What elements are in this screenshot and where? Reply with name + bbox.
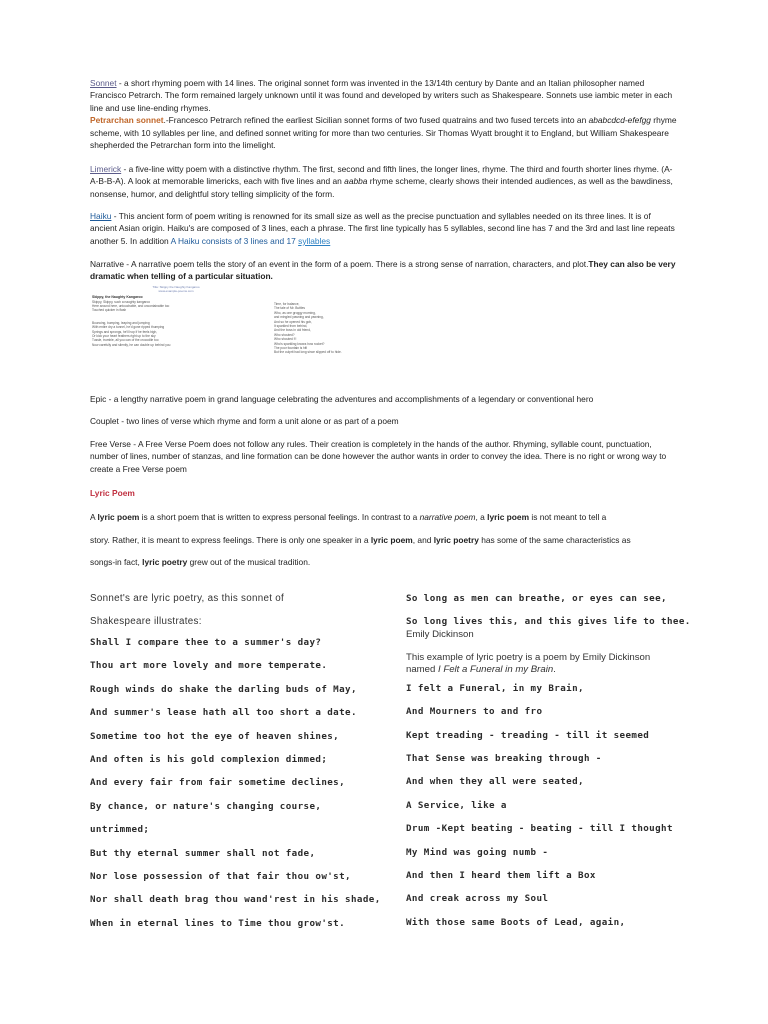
image-poem-line: Now carefully and silently, he can double up behind you bbox=[92, 342, 171, 347]
right-column bbox=[406, 587, 706, 934]
verse-line: Nor shall death brag thou wand'rest in his shade, bbox=[90, 894, 381, 906]
image-header-line: www.example-poems.com bbox=[158, 289, 194, 293]
image-poem-line: Skippy, Skippy, such a naughty kangaroo bbox=[92, 299, 150, 304]
narrative-text: Narrative - A narrative poem tells the story of an event in the form of a poem. There is a strong sense of narration, characters, and plot. bbox=[90, 259, 589, 269]
lyric-text: story. Rather, it is meant to express feelings. There is only one speaker in a bbox=[90, 534, 371, 545]
free-verse-paragraph: Free Verse - A Free Verse Poem does not follow any rules. Their creation is completely in the hands of the author. Rhyming, syllable count, punctuation, number of lines, number of stanzas, and line formation can be done however the author wants in order to convey the idea. There is no right or wrong way to create a Free Verse poem bbox=[90, 439, 667, 474]
verse-line: So long as men can breathe, or eyes can see, bbox=[406, 593, 667, 604]
image-poem-line: With entire dry a tunnel, he'd gone ripped thumping bbox=[92, 325, 165, 330]
image-poem-line: Bouncing, bumping, leaping and jumping bbox=[92, 320, 150, 325]
verse-line: And every fair from fair sometime declines, bbox=[90, 777, 346, 789]
sonnet-intro-line: Shakespeare illustrates: bbox=[90, 616, 202, 627]
verse-line: Kept treading - treading - till it seemed bbox=[406, 729, 650, 741]
image-poem-line: Who, as one groggy morning, bbox=[274, 310, 316, 315]
lyric-term: lyric poetry bbox=[433, 534, 479, 545]
verse-line: With those same Boots of Lead, again, bbox=[406, 916, 626, 928]
lyric-term: lyric poem bbox=[370, 534, 413, 545]
verse-line: By chance, or nature's changing course, bbox=[90, 800, 322, 812]
lyric-text: has some of the same characteristics as bbox=[478, 534, 631, 545]
verse-line: Sometime too hot the eye of heaven shines, bbox=[90, 730, 340, 742]
dickinson-intro bbox=[406, 652, 656, 676]
verse-line: When in eternal lines to Time thou grow'st. bbox=[90, 917, 346, 929]
syllables-link[interactable]: syllables bbox=[298, 235, 331, 246]
haiku-text: - This ancient form of poem writing is renowned for its small size as well as the precise punctuation and syllables needed on its three lines. It is of ancient Asian origin. Haiku's are composed of 3 lines, each a phrase. The first line typically has 5 syllables, second line has 7 and the 3rd and last line repeats another 5. In addition bbox=[90, 211, 675, 246]
verse-line: And Mourners to and fro bbox=[406, 706, 543, 718]
lyric-term: lyric poem bbox=[487, 512, 530, 522]
epic-paragraph: Epic - a lengthy narrative poem in grand language celebrating the adventures and accomplishments of a legendary or conventional hero bbox=[90, 394, 594, 404]
verse-line: I felt a Funeral, in my Brain, bbox=[406, 682, 584, 694]
limerick-paragraph bbox=[90, 163, 680, 200]
sonnet-paragraph bbox=[90, 77, 680, 151]
image-poem-line: Time, for balance, bbox=[274, 302, 300, 306]
haiku-paragraph bbox=[90, 210, 680, 247]
verse-line: Thou art more lovely and more temperate. bbox=[90, 660, 328, 672]
image-poem-line: Who's sparkling knows how rocket? bbox=[274, 341, 325, 346]
lyric-text: songs-in fact, bbox=[90, 557, 143, 567]
haiku-highlight: A Haiku consists of 3 lines and 17 bbox=[170, 235, 299, 246]
verse-line: And summer's lease hath all too short a date. bbox=[90, 707, 357, 719]
image-poem-line: But the culprit had long since slipped off to hide. bbox=[274, 350, 342, 355]
limerick-text-a: - a five-line witty poem with a distinctive rhythm. The first, second and fifth lines, the longer lines, rhyme. The third and fourth shorter lines rhyme. (A-A-B-B-A). A look at memorable limericks, each with five lines and an bbox=[90, 164, 673, 187]
petrarchan-text-b: rhyme scheme, with 10 syllables per line, and defined sonnet writing for more than two centuries. Sir Thomas Wyatt brought it to England, but William Shakespeare shepherded the Petrarchan form into the limelight. bbox=[90, 115, 677, 151]
petrarchan-term: Petrarchan sonnet bbox=[90, 115, 164, 126]
limerick-term-link[interactable]: Limerick bbox=[90, 164, 122, 174]
lyric-text: , and bbox=[412, 534, 434, 545]
image-poem-line bbox=[92, 313, 260, 321]
lyric-text: A bbox=[90, 512, 98, 522]
verse-line: A Service, like a bbox=[406, 799, 507, 811]
verse-line: My Mind was going numb - bbox=[406, 846, 549, 858]
lyric-term: narrative poem bbox=[419, 512, 476, 522]
lyric-poem-heading: Lyric Poem bbox=[90, 488, 135, 498]
image-poem-line: Who shouted !!! bbox=[274, 337, 297, 342]
haiku-term-link[interactable]: Haiku bbox=[90, 211, 112, 221]
image-poem-line: The tale of Mr. Buttles bbox=[274, 306, 306, 311]
image-poem-line: Touched quicker in flash bbox=[92, 308, 127, 313]
petrarchan-scheme: ababcdcd-efefgg bbox=[588, 115, 651, 126]
lyric-text: is a short poem that is written to express personal feelings. In contrast to a bbox=[139, 512, 420, 522]
verse-line: So long lives this, and this gives life to thee. bbox=[406, 616, 691, 628]
image-poem-line: and mingled yawning and yawning, bbox=[274, 315, 324, 320]
dickinson-intro-text: This example of lyric poetry is a poem by Emily Dickinson named bbox=[406, 651, 651, 675]
poem-title: I Felt a Funeral in my Brain bbox=[438, 663, 554, 675]
verse-line: And creak across my Soul bbox=[406, 893, 549, 905]
couplet-paragraph: Couplet - two lines of verse which rhyme and form a unit alone or as part of a poem bbox=[90, 416, 399, 426]
verse-line: And then I heard them lift a Box bbox=[406, 870, 596, 882]
image-poem-line: And so he opened his gob, bbox=[274, 319, 312, 324]
image-poem-line: Or kick your heart feathers right up to the sky bbox=[92, 334, 156, 339]
lyric-text: is not meant to tell a bbox=[529, 512, 607, 522]
image-poem-title: Skippy, the Naughty Kangaroo bbox=[92, 295, 143, 299]
verse-line: Nor lose possession of that fair thou ow'st, bbox=[90, 871, 351, 883]
lyric-text: , a bbox=[475, 512, 488, 522]
left-column bbox=[90, 587, 390, 935]
image-poem-line: Who shouted? bbox=[274, 332, 295, 337]
image-header-line: Title: Skippy the Naughty Kangaroo bbox=[152, 285, 200, 289]
lyric-term: lyric poem bbox=[97, 512, 140, 522]
image-poem-line: And the boss in old friend, bbox=[274, 328, 311, 333]
image-poem-line: Tussle, trumble, all you can of the crocodile too bbox=[92, 338, 159, 343]
verse-line: Rough winds do shake the darling buds of May, bbox=[90, 683, 357, 695]
image-poem-line: Springs and sprongs, he'll hop if he feels high, bbox=[92, 329, 158, 334]
poet-name: Emily Dickinson bbox=[406, 628, 474, 640]
narrative-example-image-right bbox=[274, 302, 404, 357]
verse-line: That Sense was breaking through - bbox=[406, 753, 602, 765]
narrative-paragraph bbox=[90, 258, 680, 283]
limerick-scheme: aabba bbox=[344, 176, 368, 187]
lyric-text: grew out of the musical tradition. bbox=[187, 557, 311, 567]
lyric-term: lyric poetry bbox=[142, 557, 188, 567]
verse-line: But thy eternal summer shall not fade, bbox=[90, 847, 316, 859]
verse-line: And often is his gold complexion dimmed; bbox=[90, 754, 328, 766]
petrarchan-text-a: .-Francesco Petrarch refined the earliest Sicilian sonnet forms of two fused quatrains and two fused tercets into an bbox=[163, 115, 589, 126]
lyric-paragraph bbox=[90, 506, 680, 574]
sonnet-intro-line: Sonnet's are lyric poetry, as this sonnet of bbox=[90, 593, 285, 604]
image-poem-line: The poor fountain is hit! bbox=[274, 346, 308, 351]
verse-line: Shall I compare thee to a summer's day? bbox=[90, 637, 322, 648]
limerick-text-b: rhyme scheme, clearly shows their intended audiences, as well as the bawdiness, nonsense, humor, and delightful story telling simplicity of the form. bbox=[90, 176, 673, 199]
narrative-example-image-left bbox=[92, 285, 260, 360]
sonnet-term-link[interactable]: Sonnet bbox=[90, 78, 117, 88]
image-poem-line: It sparkled from behind, bbox=[274, 324, 308, 329]
sonnet-definition: - a short rhyming poem with 14 lines. The original sonnet form was invented in the 13/14th century by Dante and an Italian philosopher named Francisco Petrarch. The form remained largely unknown until it was found and developed by writers such as Shakespeare. Sonnets use iambic meter in each line and use line-ending rhymes. bbox=[90, 78, 673, 113]
verse-line: untrimmed; bbox=[90, 824, 150, 836]
verse-line: Drum -Kept beating - beating - till I thought bbox=[406, 823, 673, 835]
narrative-bold: They can also be very dramatic when telling of a particular situation. bbox=[90, 259, 676, 282]
image-poem-line: Here around here, untouchable, and uncontainable too bbox=[92, 304, 170, 308]
verse-line: And when they all were seated, bbox=[406, 776, 584, 788]
dickinson-intro-text: . bbox=[553, 663, 556, 675]
